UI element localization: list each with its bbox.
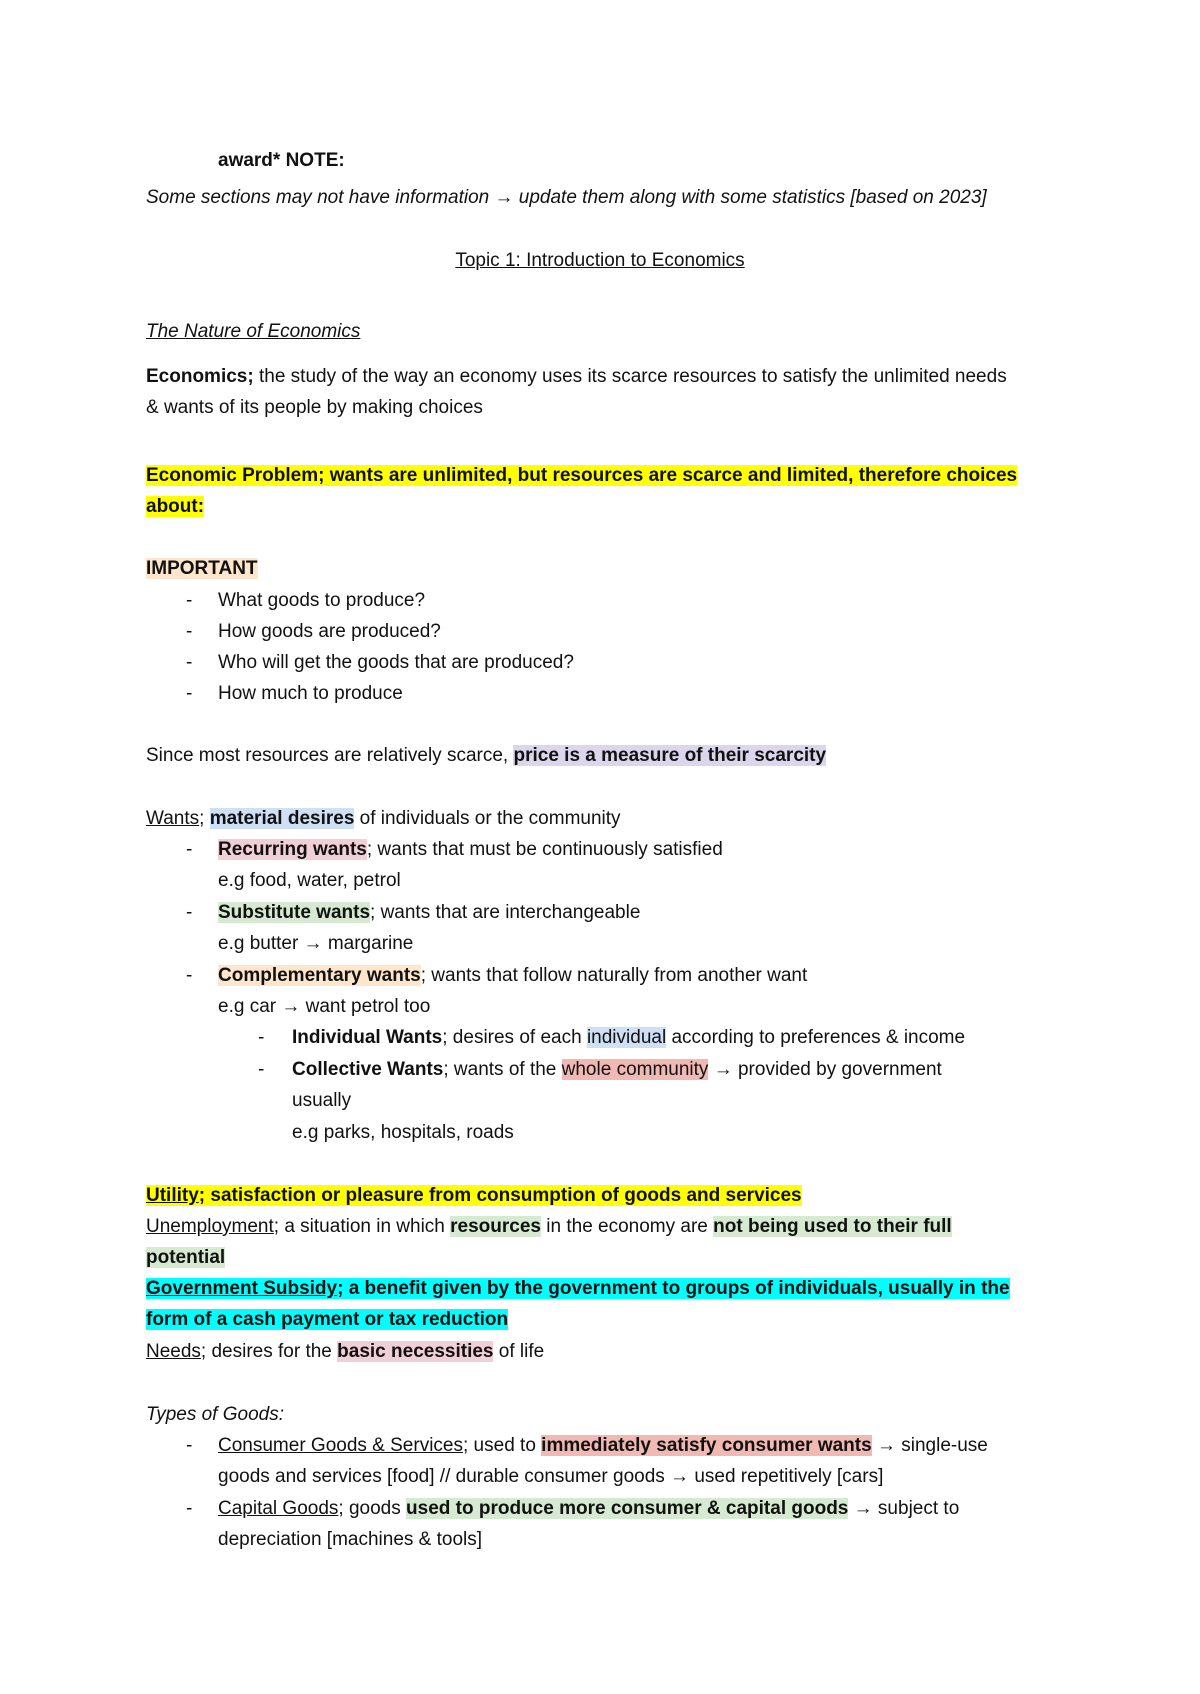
bullet-dash: - <box>186 839 193 860</box>
substitute-term: Substitute wants <box>218 902 371 923</box>
capital-highlight: used to produce more consumer & capital goods <box>406 1498 849 1519</box>
bullet-dash: - <box>258 1059 265 1080</box>
unemployment-line2: potential <box>146 1247 226 1268</box>
collective-example: e.g parks, hospitals, roads <box>292 1122 514 1143</box>
unemployment-cont <box>146 1242 225 1273</box>
note-label: award* NOTE: <box>218 150 345 171</box>
unemployment-hl1: resources <box>450 1216 541 1237</box>
needs-highlight: basic necessities <box>337 1341 494 1362</box>
individual-highlight: individual <box>586 1027 667 1048</box>
unemployment-definition <box>146 1211 952 1242</box>
collective-term: Collective Wants <box>292 1059 444 1080</box>
bullet-dash: - <box>186 965 193 986</box>
important-label: IMPORTANT <box>146 558 258 579</box>
individual-rest: according to preferences & income <box>666 1027 966 1048</box>
utility-rest: ; satisfaction or pleasure from consumption of goods and services <box>198 1185 802 1206</box>
consumer-goods <box>218 1430 988 1461</box>
bullet-dash: - <box>186 590 193 611</box>
substitute-wants <box>218 897 640 928</box>
list-item: How much to produce <box>218 683 403 704</box>
complementary-term: Complementary wants <box>218 965 421 986</box>
list-item: How goods are produced? <box>218 621 441 642</box>
collective-rest: → provided by government <box>708 1059 942 1080</box>
bullet-dash: - <box>186 621 193 642</box>
bullet-dash: - <box>186 1435 193 1456</box>
consumer-cont: goods and services [food] // durable consumer goods → used repetitively [cars] <box>218 1466 884 1487</box>
wants-sep: ; <box>199 808 210 829</box>
important-label-row <box>146 553 258 584</box>
list-item: What goods to produce? <box>218 590 426 611</box>
economic-problem <box>146 460 1017 491</box>
list-item: Who will get the goods that are produced? <box>218 652 574 673</box>
economics-definition <box>146 361 1007 392</box>
capital-mid: ; goods <box>338 1498 407 1519</box>
recurring-example: e.g food, water, petrol <box>218 870 401 891</box>
utility-term: Utility <box>146 1185 199 1206</box>
scarcity-highlight: price is a measure of their scarcity <box>513 745 827 766</box>
capital-term: Capital Goods <box>218 1498 339 1519</box>
section-title: The Nature of Economics <box>146 321 361 342</box>
goods-title: Types of Goods: <box>146 1404 284 1425</box>
individual-wants <box>292 1022 965 1053</box>
capital-goods <box>218 1493 959 1524</box>
economic-problem-line1: Economic Problem; wants are unlimited, but resources are scarce and limited, therefore choices <box>146 465 1018 486</box>
economic-problem-line2: about: <box>146 496 205 517</box>
unemployment-mid2: in the economy are <box>541 1216 714 1237</box>
consumer-highlight: immediately satisfy consumer wants <box>541 1435 872 1456</box>
recurring-rest: ; wants that must be continuously satisfied <box>366 839 723 860</box>
recurring-term: Recurring wants <box>218 839 367 860</box>
unemployment-mid1: ; a situation in which <box>273 1216 451 1237</box>
utility-definition <box>146 1180 802 1211</box>
substitute-rest: ; wants that are interchangeable <box>370 902 641 923</box>
bullet-dash: - <box>186 902 193 923</box>
needs-term: Needs <box>146 1341 201 1362</box>
needs-rest: of life <box>493 1341 545 1362</box>
subsidy-line2: form of a cash payment or tax reduction <box>146 1309 509 1330</box>
wants-definition <box>146 803 621 834</box>
economics-definition-cont: & wants of its people by making choices <box>146 397 483 418</box>
wants-highlight: material desires <box>209 808 355 829</box>
bullet-dash: - <box>186 683 193 704</box>
subsidy-rest: ; a benefit given by the government to groups of individuals, usually in the <box>337 1278 1010 1299</box>
consumer-term: Consumer Goods & Services <box>218 1435 463 1456</box>
individual-term: Individual Wants <box>292 1027 443 1048</box>
complementary-wants <box>218 960 807 991</box>
needs-mid: ; desires for the <box>200 1341 338 1362</box>
subsidy-cont <box>146 1304 508 1335</box>
subsidy-definition <box>146 1273 1010 1304</box>
economic-problem-cont <box>146 491 204 522</box>
unemployment-term: Unemployment <box>146 1216 274 1237</box>
consumer-rest: → single-use <box>871 1435 988 1456</box>
capital-cont: depreciation [machines & tools] <box>218 1529 483 1550</box>
subsidy-term: Government Subsidy <box>146 1278 338 1299</box>
bullet-dash: - <box>258 1027 265 1048</box>
collective-mid: ; wants of the <box>443 1059 562 1080</box>
collective-cont: usually <box>292 1090 352 1111</box>
note-text: Some sections may not have information → update them along with some statistics [based on 2023] <box>146 187 987 208</box>
economics-text: the study of the way an economy uses its scarce resources to satisfy the unlimited needs <box>253 366 1007 387</box>
recurring-wants <box>218 834 723 865</box>
individual-mid: ; desires of each <box>442 1027 587 1048</box>
topic-title: Topic 1: Introduction to Economics <box>455 250 745 271</box>
collective-highlight: whole community <box>561 1059 709 1080</box>
needs-definition <box>146 1336 544 1367</box>
wants-rest: of individuals or the community <box>354 808 621 829</box>
capital-rest: → subject to <box>848 1498 960 1519</box>
economics-term: Economics; <box>146 366 254 387</box>
substitute-example: e.g butter → margarine <box>218 933 414 954</box>
collective-wants <box>292 1054 942 1085</box>
scarcity-line <box>146 740 826 771</box>
bullet-dash: - <box>186 1498 193 1519</box>
complementary-rest: ; wants that follow naturally from another want <box>420 965 808 986</box>
unemployment-hl2: not being used to their full <box>713 1216 952 1237</box>
bullet-dash: - <box>186 652 193 673</box>
wants-term: Wants <box>146 808 200 829</box>
complementary-example: e.g car → want petrol too <box>218 996 431 1017</box>
consumer-mid: ; used to <box>463 1435 542 1456</box>
scarcity-prefix: Since most resources are relatively scarce, <box>146 745 514 766</box>
